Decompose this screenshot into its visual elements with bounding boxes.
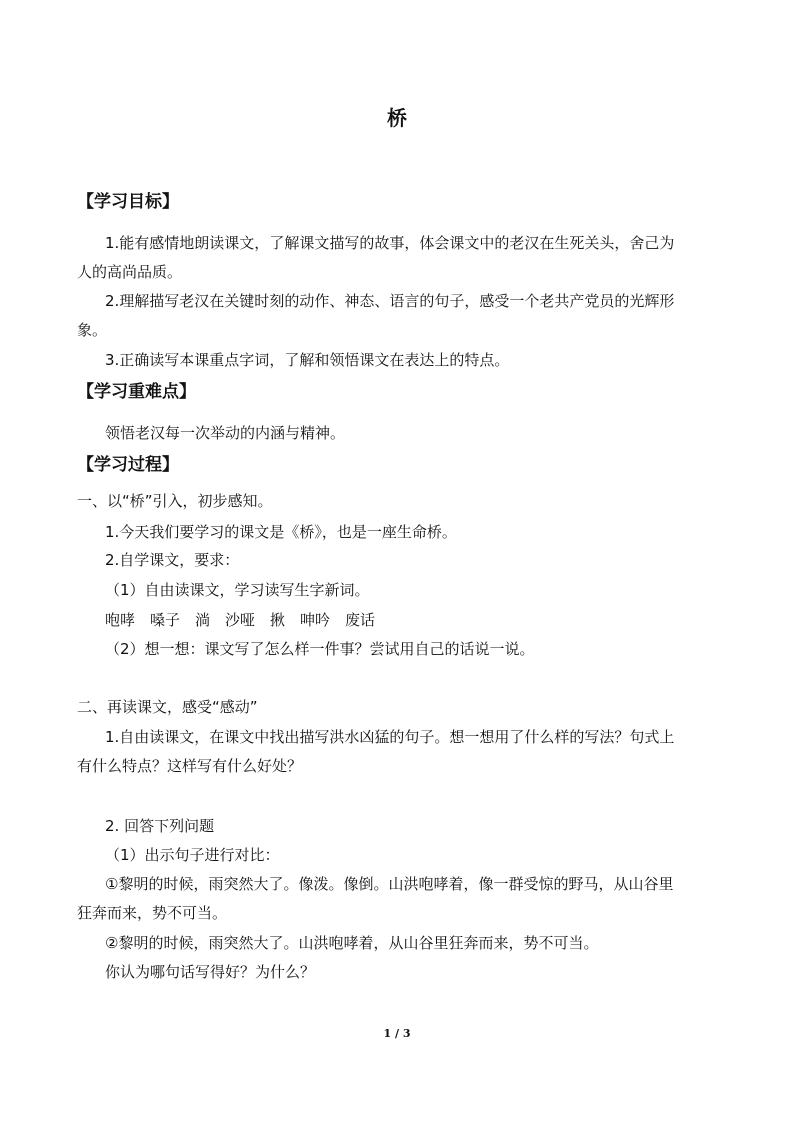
sentence-one-line-2: 狂奔而来，势不可当。 [77, 904, 228, 922]
objective-line-5: 3.正确读写本课重点字词，了解和领悟课文在表达上的特点。 [105, 351, 510, 369]
process-line-8: 1.自由读课文，在课文中找出描写洪水凶猛的句子。想一想用了什么样的写法？句式上 [105, 728, 675, 746]
section-heading-objectives: 【学习目标】 [77, 192, 179, 212]
objective-line-4: 象。 [77, 321, 108, 339]
sentence-two-line: ②黎明的时候，雨突然大了。山洪咆哮着，从山谷里狂奔而来，势不可当。 [105, 934, 599, 952]
process-line-2: 1.今天我们要学习的课文是《桥》，也是一座生命桥。 [105, 523, 457, 541]
objective-line-2: 人的高尚品质。 [77, 263, 183, 281]
page-number: 1 / 3 [383, 1027, 411, 1040]
process-line-10: 2. 回答下列问题 [105, 817, 215, 835]
process-line-1: 一、以“桥”引入，初步感知。 [77, 492, 273, 510]
sentence-one-line-1: ①黎明的时候，雨突然大了。像泼。像倒。山洪咆哮着，像一群受惊的野马，从山谷里 [105, 875, 674, 893]
process-line-7: 二、再读课文，感受“感动” [77, 698, 258, 716]
key-point-line-1: 领悟老汉每一次举动的内涵与精神。 [105, 424, 346, 442]
objective-line-1: 1.能有感情地朗读课文，了解课文描写的故事，体会课文中的老汉在生死关头，舍己为 [105, 234, 675, 252]
process-line-6: （2）想一想：课文写了怎么样一件事？尝试用自己的话说一说。 [105, 640, 535, 658]
vocabulary-line: 咆哮 嗓子 淌 沙哑 揪 呻吟 废话 [105, 611, 376, 629]
process-line-3: 2.自学课文，要求： [105, 551, 240, 569]
objective-line-3: 2.理解描写老汉在关键时刻的动作、神态、语言的句子，感受一个老共产党员的光辉形 [105, 292, 675, 310]
process-line-4: （1）自由读课文，学习读写生字新词。 [105, 581, 370, 599]
process-line-11: （1）出示句子进行对比： [105, 846, 280, 864]
section-heading-process: 【学习过程】 [77, 455, 179, 475]
process-line-9: 有什么特点？这样写有什么好处？ [77, 757, 303, 775]
question-line: 你认为哪句话写得好？为什么？ [105, 963, 316, 981]
page-title: 桥 [387, 106, 407, 130]
section-heading-key-points: 【学习重难点】 [77, 382, 196, 402]
